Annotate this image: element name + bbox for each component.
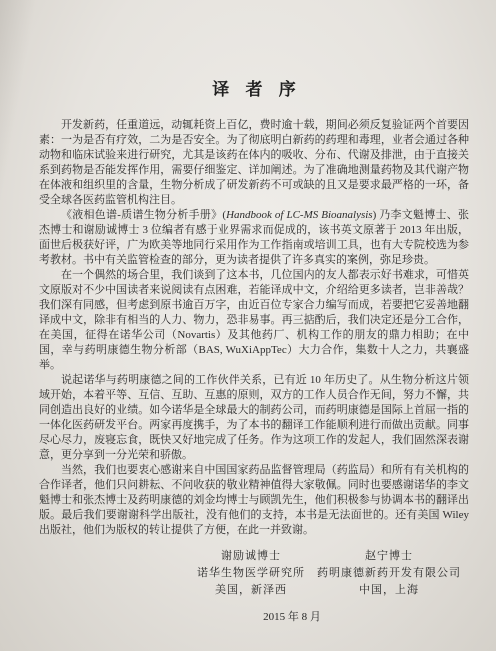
signature-block <box>39 548 469 599</box>
signature-left-location: 美国，新泽西 <box>215 584 287 596</box>
signature-left-org: 诺华生物医学研究所 <box>197 567 305 579</box>
preface-date: 2015 年 8 月 <box>263 611 321 623</box>
paragraph-3: 在一个偶然的场合里，我们谈到了这本书，几位国内的友人都表示好书难求，可惜英文原版对不少中国读者来说阅读有点困难，若能译成中文，介绍给更多读者，岂非善哉？我们深有同感，但考虑到原书逾百万字，由近百位专家合力编写而成，若要把它妥善地翻译成中文，除非有相当的人力、物力，恐非易事。再三掂酌后，我们决定还是分工合作，在美国，征得在诺华公司（Novartis）及其他药厂、机构工作的朋友的鼎力相助；在中国，幸与药明康德生物分析部（BAS, WuXiAppTec）大力合作，集数十人之力，共襄盛举。 <box>39 269 469 371</box>
paragraph-2 <box>39 208 469 268</box>
paragraph-1: 开发新药，任重道远，动辄耗资上百亿，费时逾十载，期间必须反复验证两个首要因素：一为是否有疗效，二为是否安全。为了彻底明白新药的药理和毒理，业者会通过各种动物和临床试验来进行研究，尤其是该药在体内的吸收、分布、代谢及排泄，由于直接关系到药物是否能发挥作用，需要仔细鉴定、详加阐述。为了准确地测量药物及其代谢产物在体液和组织里的含量，生物分析成了研发新药不可或缺的且又是要求最严格的一环，备受全球各医药监管机构注目。 <box>39 119 469 206</box>
paragraph-5: 当然，我们也要衷心感谢来自中国国家药品监督管理局（药监局）和所有有关机构的合作译者，他们只问耕耘、不问收获的敬业精神值得大家敬佩。同时也要感谢诺华的李文魁博士和张杰博士及药明康德的刘金均博士与顾凯先生，他们积极参与协调本书的翻译出版。最后我们要谢谢科学出版社，没有他们的支持，本书是无法面世的。还有美国 Wiley 出版社，他们为版权的转让提供了方便，在此一并致谢。 <box>39 464 469 536</box>
paragraph-2-text: ) 乃李文魁博士、张杰博士和谢励诚博士 3 位编者有感于业界需求而促成的，该书英文原著于 2013 年出版，面世后极获好评，广为欧美等地同行采用作为工作指南或培训工具，也有大专院校选为参考教材。书中有关监管检查的部分，更为读者提供了许多真实的案例，弥足珍贵。 <box>39 209 469 266</box>
paragraph-4: 说起诺华与药明康德之间的工作伙伴关系，已有近 10 年历史了。从生物分析这片领域开始，本着平等、互信、互助、互惠的原则，双方的工作人员合作无间，努力不懈，共同创造出良好的业绩。如今诺华是全球最大的制药公司，而药明康德是国际上首屈一指的一体化医药研发平台。两家再度携手，为了本书的翻译工作能顺利进行而做出贡献。同事尽心尽力，废寝忘食，既快又好地完成了任务。作为这项工作的发起人，我们固然深表谢意，更分享到一分光荣和骄傲。 <box>39 374 469 461</box>
page-title: 译 者 序 <box>212 80 302 99</box>
signature-left-name: 谢励诚博士 <box>221 550 281 562</box>
signature-right-org: 药明康德新药开发有限公司 <box>317 567 461 579</box>
paragraph-2-book-title-cn: 《液相色谱-质谱生物分析手册》( <box>61 209 227 221</box>
preface-body <box>39 118 469 538</box>
signature-right <box>309 548 469 599</box>
signature-left <box>171 548 331 599</box>
signature-right-name: 赵宁博士 <box>365 550 413 562</box>
signature-right-location: 中国，上海 <box>359 584 419 596</box>
paragraph-2-book-title-en: Handbook of LC-MS Bioanalysis <box>226 209 373 221</box>
